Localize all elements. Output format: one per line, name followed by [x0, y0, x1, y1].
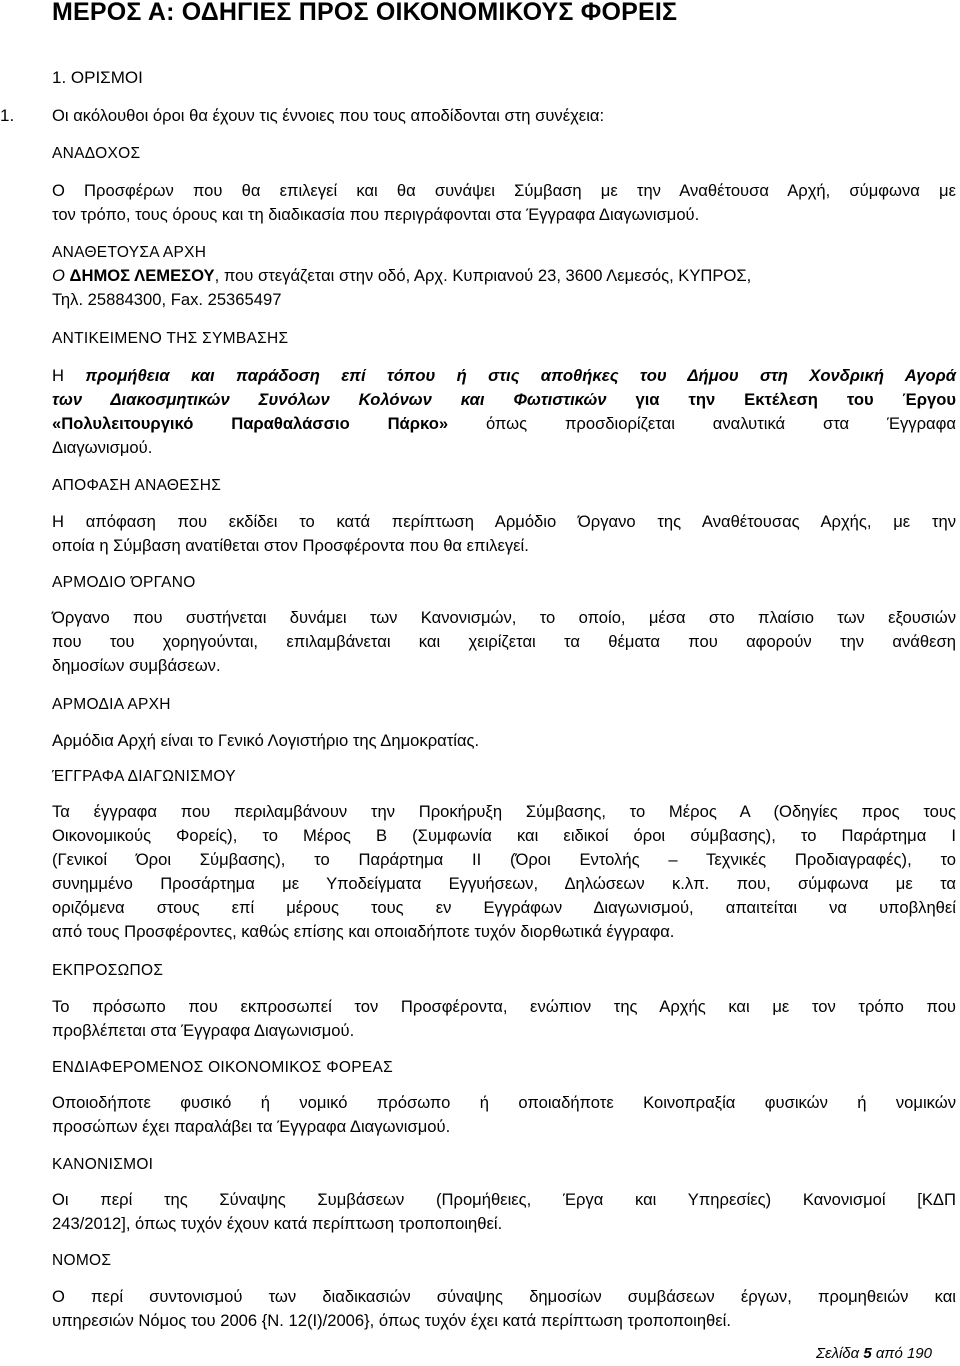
footer-prefix: Σελίδα: [815, 1345, 864, 1362]
apofasi-line-2: οποία η Σύμβαση ανατίθεται στον Προσφέροντα που θα επιλεγεί.: [52, 536, 529, 555]
footer-total-pages: 190: [906, 1345, 932, 1362]
heading-nomos: ΝΟΜΟΣ: [52, 1252, 112, 1269]
antikeimeno-line-1: [52, 366, 956, 386]
heading-eggrafa: ΈΓΓΡΑΦΑ ΔΙΑΓΩΝΙΣΜΟΥ: [52, 768, 236, 785]
kanonismoi-line-1: Οι περί της Σύναψης Συμβάσεων (Προμήθειες, Έργα και Υπηρεσίες) Κανονισμοί [ΚΔΠ: [52, 1190, 956, 1209]
eggrafa-line-2: Οικονομικούς Φορείς), το Μέρος Β (Συμφωνία και ειδικοί όροι σύμβασης), το Παράρτημα Ι: [52, 826, 956, 845]
page-title: ΜΕΡΟΣ Α: ΟΔΗΓΙΕΣ ΠΡΟΣ ΟΙΚΟΝΟΜΙΚΟΥΣ ΦΟΡΕΙΣ: [52, 0, 678, 26]
antikeimeno-object-2: των Διακοσμητικών Συνόλων Κολόνων και Φωτιστικών: [52, 390, 607, 409]
antikeimeno-prefix: Η: [52, 366, 86, 385]
organo-line-2: που του χορηγούνται, επιλαμβάνεται και χειρίζεται τα θέματα που αφορούν την ανάθεση: [52, 632, 956, 651]
nomos-line-2: υπηρεσιών Νόμος του 2006 {Ν. 12(Ι)/2006}, όπως τυχόν έχει κατά περίπτωση τροποποιηθεί.: [52, 1311, 731, 1330]
endiaferomenos-line-2: προσώπων έχει παραλάβει τα Έγγραφα Διαγωνισμού.: [52, 1117, 451, 1136]
anadoxos-line-1: Ο Προσφέρων που θα επιλεγεί και θα συνάψει Σύμβαση με την Αναθέτουσα Αρχή, σύμφωνα με: [52, 181, 956, 200]
antikeimeno-project: για την Εκτέλεση του Έργου: [606, 390, 956, 409]
heading-armodia: ΑΡΜΟΔΙΑ ΑΡΧΗ: [52, 696, 171, 713]
page-footer: [816, 1345, 932, 1362]
heading-apofasi: ΑΠΟΦΑΣΗ ΑΝΑΘΕΣΗΣ: [52, 477, 222, 494]
anathetousa-address: , που στεγάζεται στην οδό, Αρχ. Κυπριανού 23, 3600 Λεμεσός, ΚΥΠΡΟΣ,: [214, 266, 752, 285]
footer-middle: από: [871, 1345, 907, 1362]
heading-endiaferomenos: ΕΝΔΙΑΦΕΡΟΜΕΝΟΣ ΟΙΚΟΝΟΜΙΚΟΣ ΦΟΡΕΑΣ: [52, 1059, 394, 1076]
heading-kanonismoi: ΚΑΝΟΝΙΣΜΟΙ: [52, 1156, 154, 1173]
eggrafa-line-1: Τα έγγραφα που περιλαμβάνουν την Προκήρυξη Σύμβασης, το Μέρος Α (Οδηγίες προς τους: [52, 802, 956, 821]
anathetousa-line-2: Τηλ. 25884300, Fax. 25365497: [52, 290, 282, 309]
eggrafa-line-6: από τους Προσφέροντες, καθώς επίσης και οποιαδήποτε τυχόν διορθωτικά έγγραφα.: [52, 922, 675, 941]
eggrafa-line-5: οριζόμενα στους επί μέρους τους εν Εγγράφων Διαγωνισμού, απαιτείται να υποβληθεί: [52, 898, 956, 917]
ekprosopos-line-2: προβλέπεται στα Έγγραφα Διαγωνισμού.: [52, 1021, 355, 1040]
footer-page-number: 5: [863, 1345, 872, 1362]
intro-text: Οι ακόλουθοι όροι θα έχουν τις έννοιες που τους αποδίδονται στη συνέχεια:: [52, 106, 605, 125]
item-number: 1.: [0, 106, 15, 125]
anathetousa-prefix: Ο: [52, 266, 70, 285]
municipality-name: ΔΗΜΟΣ ΛΕΜΕΣΟΥ: [69, 266, 215, 285]
eggrafa-line-4: συνημμένο Προσάρτημα με Υποδείγματα Εγγυήσεων, Δηλώσεων κ.λπ. που, σύμφωνα με τα: [52, 874, 956, 893]
anadoxos-line-2: τον τρόπο, τους όρους και τη διαδικασία που περιγράφονται στα Έγγραφα Διαγωνισμού.: [52, 205, 700, 224]
eggrafa-line-3: (Γενικοί Όροι Σύμβασης), το Παράρτημα ΙΙ (Όροι Εντολής – Τεχνικές Προδιαγραφές), το: [52, 850, 956, 869]
heading-organo: ΑΡΜΟΔΙΟ ΌΡΓΑΝΟ: [52, 574, 196, 591]
ekprosopos-line-1: Το πρόσωπο που εκπροσωπεί τον Προσφέροντα, ενώπιον της Αρχής και με τον τρόπο που: [52, 997, 956, 1016]
heading-antikeimeno: ΑΝΤΙΚΕΙΜΕΝΟ ΤΗΣ ΣΥΜΒΑΣΗΣ: [52, 330, 289, 347]
anathetousa-line-1: [52, 266, 956, 286]
antikeimeno-line-3: [52, 414, 956, 434]
antikeimeno-tail: όπως προσδιορίζεται αναλυτικά στα Έγγραφα: [448, 414, 956, 433]
heading-anathetousa: ΑΝΑΘΕΤΟΥΣΑ ΑΡΧΗ: [52, 244, 207, 261]
armodia-line-1: Αρμόδια Αρχή είναι το Γενικό Λογιστήριο της Δημοκρατίας.: [52, 731, 480, 750]
section-heading: 1. ΟΡΙΣΜΟΙ: [52, 68, 143, 87]
organo-line-1: Όργανο που συστήνεται δυνάμει των Κανονισμών, το οποίο, μέσα στο πλαίσιο των εξουσιών: [52, 608, 956, 627]
antikeimeno-line-2: [52, 390, 956, 410]
endiaferomenos-line-1: Οποιοδήποτε φυσικό ή νομικό πρόσωπο ή οποιαδήποτε Κοινοπραξία φυσικών ή νομικών: [52, 1093, 956, 1112]
heading-ekprosopos: ΕΚΠΡΟΣΩΠΟΣ: [52, 962, 164, 979]
project-name: «Πολυλειτουργικό Παραθαλάσσιο Πάρκο»: [52, 414, 449, 433]
apofasi-line-1: Η απόφαση που εκδίδει το κατά περίπτωση Αρμόδιο Όργανο της Αναθέτουσας Αρχής, με την: [52, 512, 956, 531]
heading-anadoxos: ΑΝΑΔΟΧΟΣ: [52, 145, 141, 162]
antikeimeno-object-1: προμήθεια και παράδοση επί τόπου ή στις αποθήκες του Δήμου στη Χονδρική Αγορά: [85, 366, 957, 385]
organo-line-3: δημοσίων συμβάσεων.: [52, 656, 221, 675]
nomos-line-1: Ο περί συντονισμού των διαδικασιών σύναψης δημοσίων συμβάσεων έργων, προμηθειών και: [52, 1287, 956, 1306]
kanonismoi-line-2: 243/2012], όπως τυχόν έχουν κατά περίπτωση τροποποιηθεί.: [52, 1214, 503, 1233]
antikeimeno-line-4: Διαγωνισμού.: [52, 438, 153, 457]
